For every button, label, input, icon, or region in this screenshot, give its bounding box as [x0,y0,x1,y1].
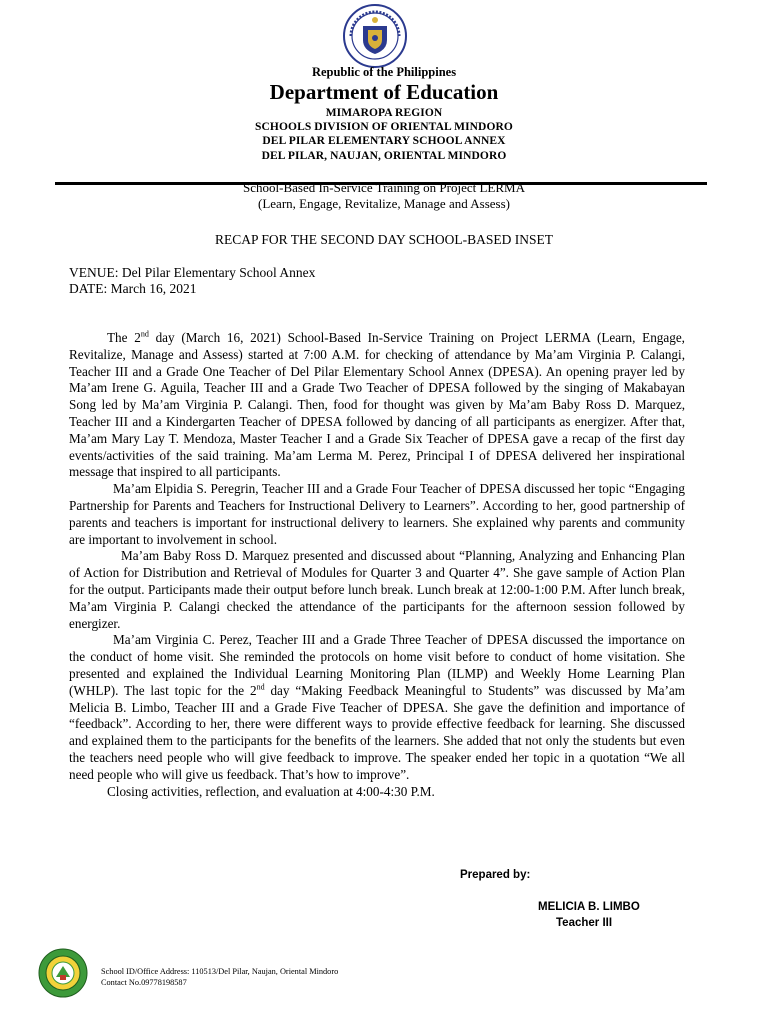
paragraph-opening: The 2nd day (March 16, 2021) School-Based In-Service Training on Project LERMA (Learn, Engage, Revitalize, Manage and Assess) started at 7:00 A.M. for checking of attendance by Ma’am Virginia P. Calangi, Teacher III and a Grade One Teacher of Del Pilar Elementary School Annex (DPESA). An opening prayer led by Ma’am Irene G. Aguila, Teacher III and a Grade Two Teacher of DPESA followed by the singing of Makabayan Song led by Ma’am Virginia P. Calangi. Then, food for thought was given by Ma’am Baby Ross D. Marquez, Teacher III and a Kindergarten Teacher of DPESA followed by dancing of all participants as energizer. After that, Ma’am Mary Lay T. Mendoza, Master Teacher I and a Grade Six Teacher of DPESA gave a recap of the first day events/activities of the said training. Ma’am Lerma M. Perez, Principal I of DPESA delivered her inspirational message that inspired to all participants. [69,329,685,480]
paragraph-topic-1: Ma’am Elpidia S. Peregrin, Teacher III and a Grade Four Teacher of DPESA discussed her topic “Engaging Partnership for Parents and Teachers for Instructional Delivery to Learners”. According to her, good partnership of parents and teachers is important for instructional delivery to learners. She explained why parents and community are important to involvement in school. [69,481,685,547]
date-line: DATE: March 16, 2021 [69,281,197,296]
venue-line: VENUE: Del Pilar Elementary School Annex [69,265,316,280]
footer-contact: Contact No.09778198587 [101,978,187,987]
address-line: DEL PILAR, NAUJAN, ORIENTAL MINDORO [261,150,507,162]
document-title: RECAP FOR THE SECOND DAY SCHOOL-BASED INSET [214,232,554,247]
prepared-by-label: Prepared by: [460,869,531,881]
deped-seal-icon [343,4,407,68]
school-line: DEL PILAR ELEMENTARY SCHOOL ANNEX [262,135,506,147]
paragraph-topic-2: Ma’am Baby Ross D. Marquez presented and discussed about “Planning, Analyzing and Enhancing Plan of Action for Distribution and Retrieval of Modules for Quarter 3 and Quarter 4”. She gave sample of Action Plan for the output. Participants made their output before lunch break. Lunch break at 12:00-1:00 P.M. After lunch break, Ma’am Virginia P. Calangi checked the attendance of the participants for the afternoon session followed by energizer. [69,548,685,631]
division-line: SCHOOLS DIVISION OF ORIENTAL MINDORO [255,121,513,133]
paragraph-topic-3: Ma’am Virginia C. Perez, Teacher III and a Grade Three Teacher of DPESA discussed the importance on the conduct of home visit. She reminded the protocols on home visit before to conduct of home visitation. She presented and explained the Individual Learning Monitoring Plan (ILMP) and Weekly Home Learning Plan (WHLP). The last topic for the 2nd day “Making Feedback Meaningful to Students” was discussed by Ma’am Melicia B. Limbo, Teacher III and a Grade Five Teacher of DPESA. She gave the definition and importance of “feedback”. According to her, there were different ways to provide effective feedback for learning. She discussed and explained them to the participants for the benefits of the learners. She added that not only the students but even the teachers need people who will give feedback to improve. The speaker ended her topic in a quotation “We all need people who will give us feedback. That’s how to improve”. [69,632,686,782]
signer-name: MELICIA B. LIMBO [538,901,640,913]
region-line: MIMAROPA REGION [325,107,443,119]
program-title: School-Based In-Service Training on Project LERMA [243,180,525,195]
program-subtitle: (Learn, Engage, Revitalize, Manage and Assess) [258,196,510,211]
school-logo-icon [38,948,88,998]
footer-school-id: School ID/Office Address: 110513/Del Pilar, Naujan, Oriental Mindoro [101,967,339,976]
signer-position: Teacher III [556,917,613,929]
department-title: Department of Education [269,80,499,104]
report-body [69,330,685,800]
republic-line: Republic of the Philippines [311,65,457,79]
paragraph-closing: Closing activities, reflection, and evaluation at 4:00-4:30 P.M. [107,783,435,799]
